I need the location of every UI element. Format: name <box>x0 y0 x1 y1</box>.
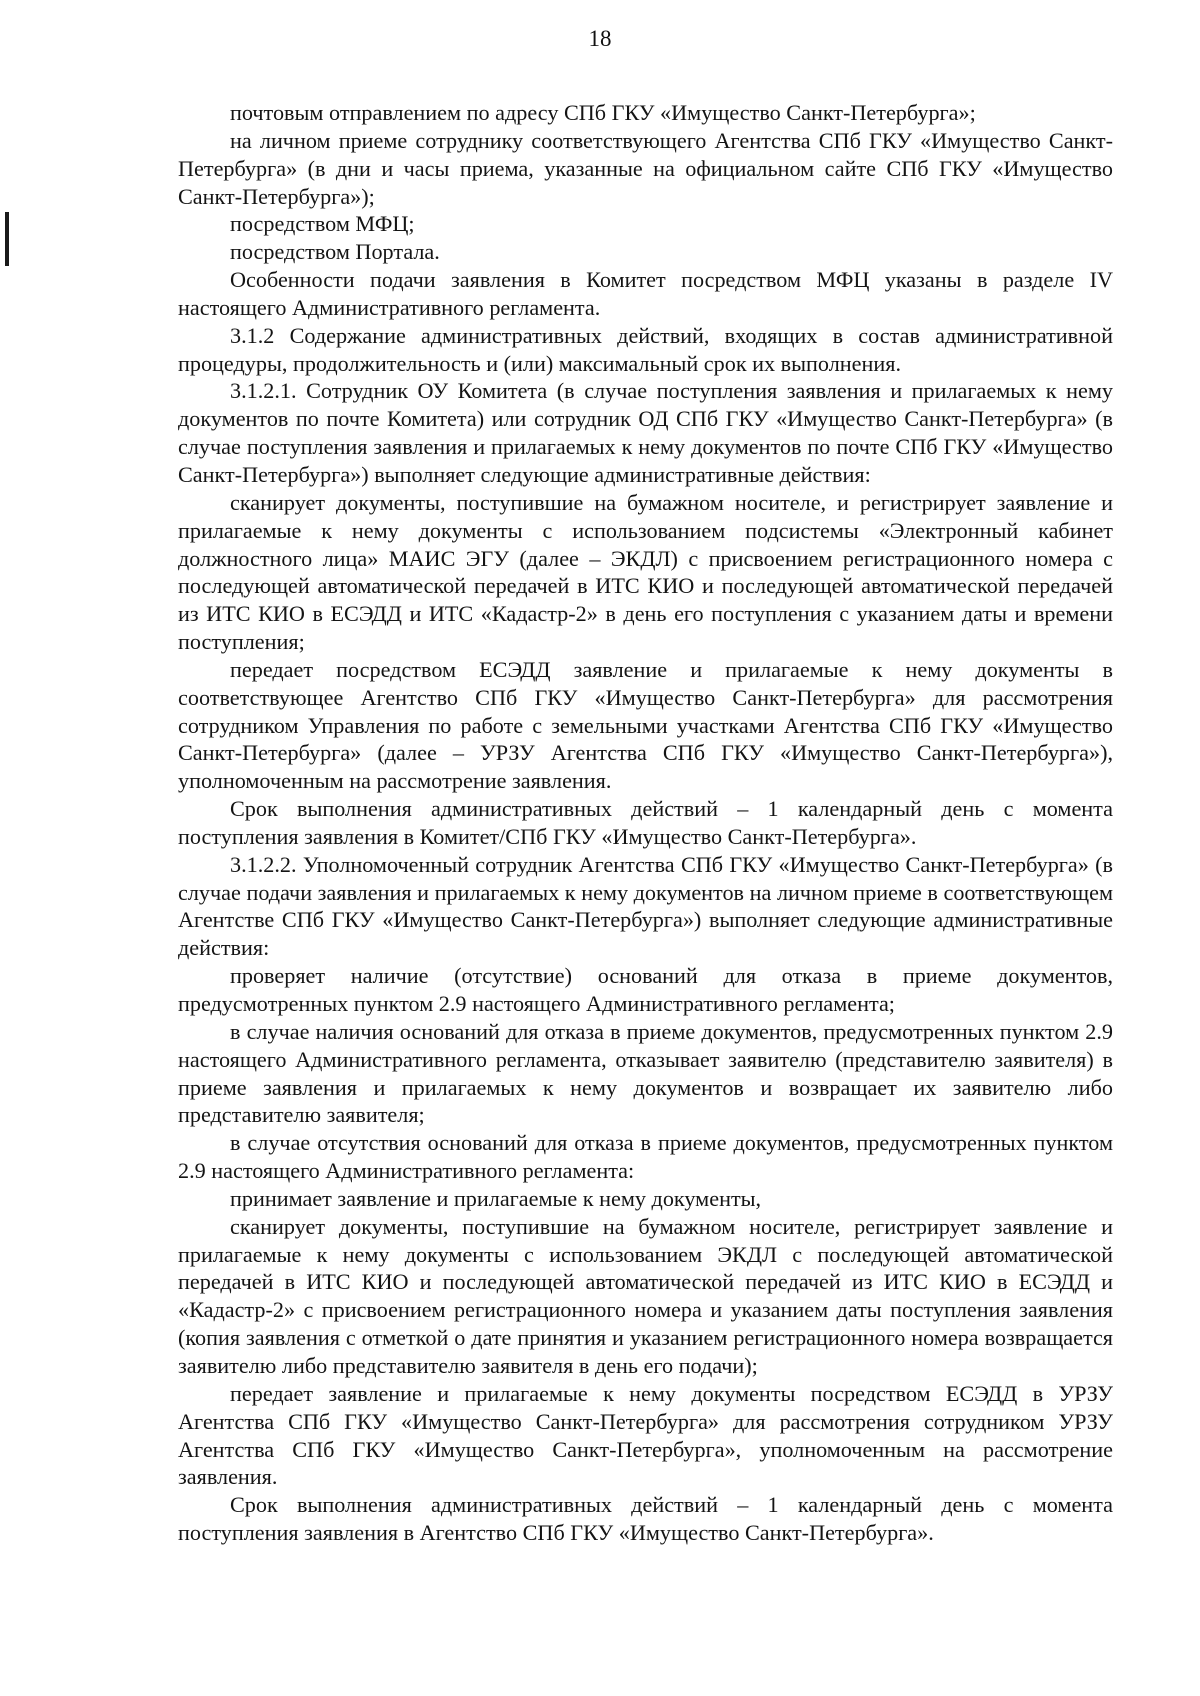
paragraph: сканирует документы, поступившие на бумажном носителе, регистрирует заявление и прилагаемые к нему документы с использованием ЭКДЛ с последующей автоматической передачей в ИТС КИО и последующей автоматической передачей из ИТС КИО в ЕСЭДД и «Кадастр-2» с присвоением регистрационного номера и указанием даты поступления заявления (копия заявления с отметкой о дате принятия и указанием регистрационного номера возвращается заявителю либо представителю заявителя в день его подачи); <box>178 1213 1113 1378</box>
paragraph: 3.1.2.1. Сотрудник ОУ Комитета (в случае поступления заявления и прилагаемых к нему документов по почте Комитета) или сотрудник ОД СПб ГКУ «Имущество Санкт-Петербурга» (в случае поступления заявления и прилагаемых к нему документов по почте СПб ГКУ «Имущество Санкт-Петербурга») выполняет следующие административные действия: <box>178 378 1113 487</box>
paragraph: принимает заявление и прилагаемые к нему документы, <box>230 1185 762 1211</box>
paragraph: Срок выполнения административных действий – 1 календарный день с момента поступления заявления в Комитет/СПб ГКУ «Имущество Санкт-Петербурга». <box>178 796 1113 849</box>
paragraph: в случае отсутствия оснований для отказа в приеме документов, предусмотренных пунктом 2.9 настоящего Административного регламента: <box>178 1130 1113 1184</box>
paragraph: на личном приеме сотруднику соответствующего Агентства СПб ГКУ «Имущество Санкт-Петербурга» (в дни и часы приема, указанные на официальном сайте СПб ГКУ «Имущество Санкт-Петербурга»); <box>178 127 1113 209</box>
page-number: 18 <box>588 26 612 51</box>
paragraph: Особенности подачи заявления в Комитет посредством МФЦ указаны в разделе IV настоящего Административного регламента. <box>178 267 1113 320</box>
paragraph: передает посредством ЕСЭДД заявление и прилагаемые к нему документы в соответствующее Агентство СПб ГКУ «Имущество Санкт-Петербурга» для рассмотрения сотрудником Управления по работе с земельными участками Агентства СПб ГКУ «Имущество Санкт-Петербурга» (далее – УРЗУ Агентства СПб ГКУ «Имущество Санкт-Петербурга»), уполномоченным на рассмотрение заявления. <box>178 656 1113 794</box>
paragraph: посредством МФЦ; <box>230 211 415 237</box>
paragraph: передает заявление и прилагаемые к нему документы посредством ЕСЭДД в УРЗУ Агентства СПб ГКУ «Имущество Санкт-Петербурга» для рассмотрения сотрудником УРЗУ Агентства СПб ГКУ «Имущество Санкт-Петербурга», уполномоченным на рассмотрение заявления. <box>178 1380 1113 1490</box>
paragraph: проверяет наличие (отсутствие) оснований для отказа в приеме документов, предусмотренных пунктом 2.9 настоящего Административного регламента; <box>178 963 1113 1016</box>
paragraph: сканирует документы, поступившие на бумажном носителе, и регистрирует заявление и прилагаемые к нему документы с использованием подсистемы «Электронный кабинет должностного лица» МАИС ЭГУ (далее – ЭКДЛ) с присвоением регистрационного номера с последующей автоматической передачей в ИТС КИО и последующей автоматической передачей из ИТС КИО в ЕСЭДД и ИТС «Кадастр-2» в день его поступления с указанием даты и времени поступления; <box>178 489 1113 655</box>
scan-margin-mark <box>5 212 9 266</box>
paragraph: 3.1.2 Содержание административных действий, входящих в состав административной процедуры, продолжительность и (или) максимальный срок их выполнения. <box>178 322 1113 376</box>
paragraph: посредством Портала. <box>230 239 440 265</box>
paragraph: почтовым отправлением по адресу СПб ГКУ «Имущество Санкт-Петербурга»; <box>230 100 976 125</box>
document-body <box>178 99 1113 1547</box>
paragraph: в случае наличия оснований для отказа в приеме документов, предусмотренных пунктом 2.9 настоящего Административного регламента, отказывает заявителю (представителю заявителя) в приеме заявления и прилагаемых к нему документов и возвращает их заявителю либо представителю заявителя; <box>178 1018 1113 1128</box>
paragraph: 3.1.2.2. Уполномоченный сотрудник Агентства СПб ГКУ «Имущество Санкт-Петербурга» (в случае подачи заявления и прилагаемых к нему документов на личном приеме в соответствующем Агентстве СПб ГКУ «Имущество Санкт-Петербурга») выполняет следующие административные действия: <box>178 851 1113 961</box>
paragraph: Срок выполнения административных действий – 1 календарный день с момента поступления заявления в Агентство СПб ГКУ «Имущество Санкт-Петербурга». <box>178 1492 1113 1546</box>
